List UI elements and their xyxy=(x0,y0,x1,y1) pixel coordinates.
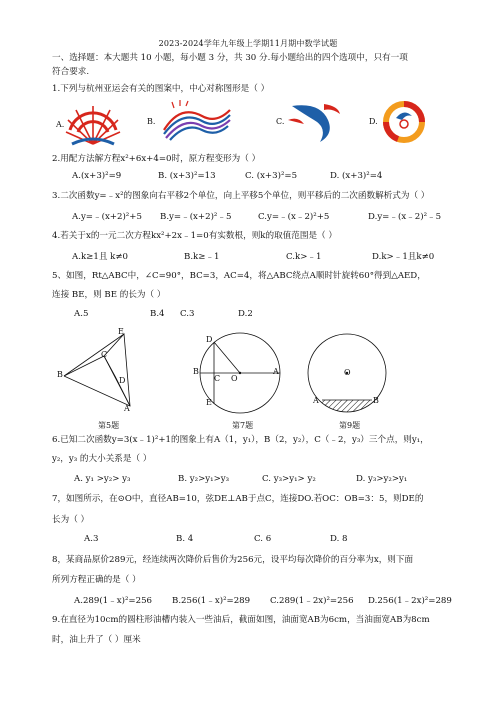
q7-line1: 7，如图所示，在⊙O中，直径AB=10，弦DE⊥AB于点C，连接DO.若OC：OB=3：5，则DE的 xyxy=(52,494,424,504)
q1-image-c xyxy=(284,98,344,146)
q7-option-b: B. 4 xyxy=(176,534,194,544)
fig7-point-c: C xyxy=(214,374,221,383)
q1-stem: 1.下列与杭州亚运会有关的图案中，中心对称图形是（ ） xyxy=(52,84,270,94)
q6-option-b: B. y₂>y₁>y₃ xyxy=(178,474,230,484)
q5-option-b: B.4 xyxy=(150,309,165,319)
q8-option-c: C.289(1﹣2x)²=256 xyxy=(270,596,354,606)
q2-option-d: D. (x+3)²=4 xyxy=(330,171,383,181)
q8-option-b: B.256(1﹣x)²=289 xyxy=(172,596,251,606)
section1-line1: 一、选择题：本大题共 10 小题，每小题 3 分，共 30 分.每小题给出的四个选项中，只有一项 xyxy=(52,53,408,63)
q4-option-d: D.k>﹣1且k≠0 xyxy=(372,252,435,262)
q4-option-b: B.k≥﹣1 xyxy=(184,252,220,262)
q5-option-d: D.2 xyxy=(238,309,253,319)
fig5-caption: 第5题 xyxy=(98,421,120,430)
fig5-point-c: C xyxy=(101,350,108,359)
q5-option-a: A.5 xyxy=(74,309,89,319)
q5-option-c: C.3 xyxy=(180,309,195,319)
q5-line1: 5、如图，Rt△ABC中，∠C=90°，BC=3，AC=4，将△ABC绕点A顺时针旋转60°得到△AED， xyxy=(52,271,426,281)
q4-option-a: A.k≥1且 k≠0 xyxy=(72,252,129,262)
q1-option-b-label: B. xyxy=(147,117,156,126)
q6-option-a: A. y₁ >y₂> y₃ xyxy=(74,474,131,484)
q8-option-d: D.256(1﹣2x)²=289 xyxy=(368,596,452,606)
q9-line2: 时，油上升了（ ）厘米 xyxy=(52,635,141,645)
q6-line1: 6.已知二次函数y=3(x﹣1)²+1的图象上有A（1，y₁），B（2，y₂），C（﹣2，y₃）三个点，则y₁， xyxy=(52,435,429,445)
fig9-point-a: A xyxy=(313,396,319,405)
fig7-point-d: D xyxy=(206,335,213,344)
q5-line2: 连接 BE，则 BE 的长为（ ） xyxy=(52,290,166,300)
q3-option-b: B.y=﹣(x+2)²﹣5 xyxy=(160,212,232,222)
q6-option-d: D. y₃>y₂>y₁ xyxy=(356,474,408,484)
q9-line1: 9.在直径为10cm的圆柱形油槽内装入一些油后，截面如图，油面宽AB为6cm，当油面宽AB为8cm xyxy=(52,615,430,625)
q1-image-b xyxy=(158,100,236,142)
q4-stem: 4.若关于x的一元二次方程kx²+2x﹣1=0有实数根，则k的取值范围是（ ） xyxy=(52,231,337,241)
page-title: 2023-2024学年九年级上学期11月期中数学试题 xyxy=(158,39,338,48)
q1-image-d xyxy=(378,98,430,146)
q8-line2: 所列方程正确的是（ ） xyxy=(52,575,141,585)
fig9-caption: 第9题 xyxy=(339,421,361,430)
q2-option-b: B. (x+3)²=13 xyxy=(158,171,216,181)
fig9-point-o: O xyxy=(344,368,351,377)
fig5-point-d: D xyxy=(119,376,126,385)
q1-option-a-label: A. xyxy=(56,120,65,129)
q1-image-a xyxy=(64,100,122,148)
q8-option-a: A.289(1﹣x)²=256 xyxy=(74,596,153,606)
fig7-point-e: E xyxy=(206,398,212,407)
q3-option-d: D.y=﹣(x﹣2)²﹣5 xyxy=(368,212,442,222)
fig7-point-o: O xyxy=(231,374,238,383)
q3-stem: 3.二次函数y=﹣x²的图象向右平移2个单位，向上平移5个单位，则平移后的二次函数解析式为（ ） xyxy=(52,191,430,201)
q6-option-c: C. y₃>y₁> y₂ xyxy=(262,474,316,484)
q2-option-a: A.(x+3)²=9 xyxy=(72,171,122,181)
q8-line1: 8，某商品原价289元，经连续两次降价后售价为256元，设平均每次降价的百分率为x，则下面 xyxy=(52,555,414,565)
fig5-point-a: A xyxy=(124,404,130,413)
q7-option-a: A.3 xyxy=(84,534,99,544)
q7-option-d: D. 8 xyxy=(330,534,348,544)
fig5-point-b: B xyxy=(57,370,63,379)
section1-line2: 符合要求. xyxy=(52,67,90,77)
q6-line2: y₂，y₃ 的大小关系是（ ） xyxy=(52,454,152,464)
q2-stem: 2.用配方法解方程x²+6x+4=0时，原方程变形为（ ） xyxy=(52,154,261,164)
fig5-point-e: E xyxy=(118,327,124,336)
q1-option-d-label: D. xyxy=(369,117,378,126)
q2-option-c: C. (x+3)²=5 xyxy=(245,171,298,181)
fig7-point-b: B xyxy=(193,367,199,376)
figure-5 xyxy=(54,326,142,416)
q7-line2: 长为（ ） xyxy=(52,515,90,525)
fig7-point-a: A xyxy=(273,367,279,376)
q4-option-c: C.k>﹣1 xyxy=(286,252,322,262)
q3-option-c: C.y=﹣(x﹣2)²+5 xyxy=(258,212,330,222)
fig7-caption: 第7题 xyxy=(232,421,254,430)
fig9-point-b: B xyxy=(373,396,379,405)
q3-option-a: A.y=﹣(x+2)²+5 xyxy=(72,212,142,222)
q7-option-c: C. 6 xyxy=(254,534,272,544)
q1-option-c-label: C. xyxy=(276,117,285,126)
